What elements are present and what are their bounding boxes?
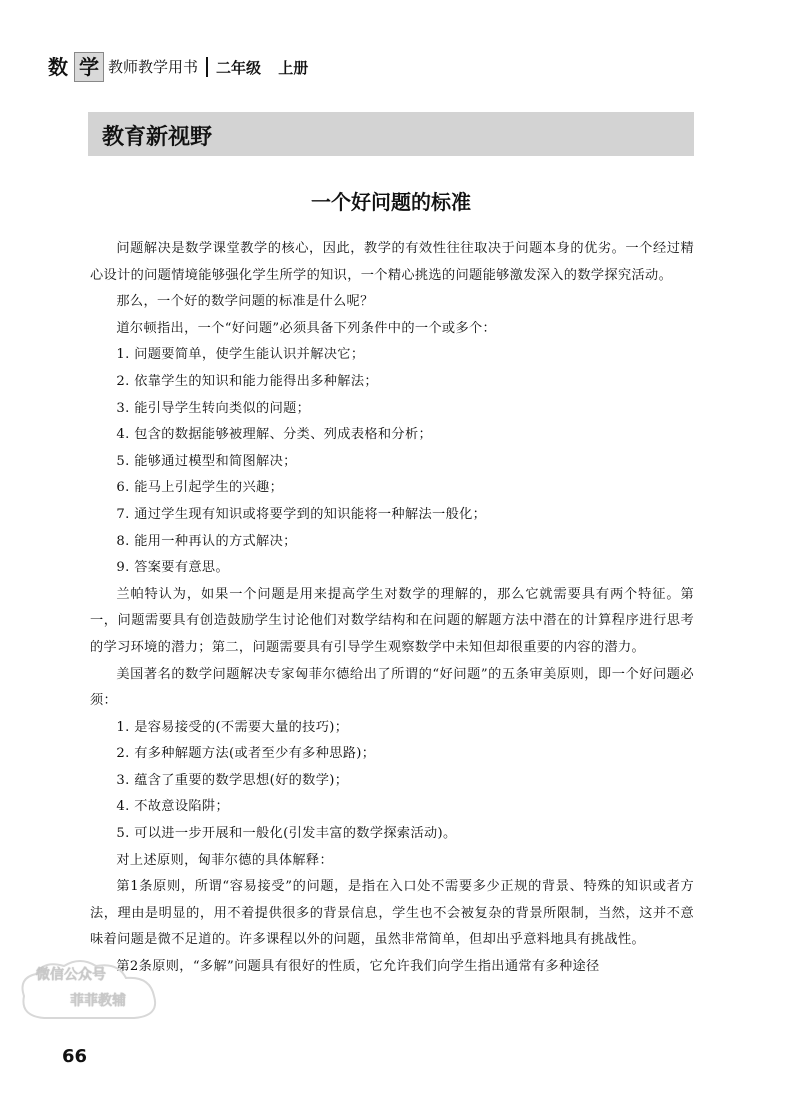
list-item: 2. 有多种解题方法(或者至少有多种思路)； bbox=[116, 746, 376, 762]
paragraph: 第2条原则，“多解”问题具有很好的性质，它允许我们向学生指出通常有多种途径 bbox=[116, 959, 600, 975]
list-item: 9. 答案要有意思。 bbox=[116, 560, 229, 576]
list-item: 6. 能马上引起学生的兴趣； bbox=[116, 480, 284, 496]
watermark-line-1: 微信公众号 bbox=[36, 967, 106, 983]
list-item: 3. 蕴含了重要的数学思想(好的数学)； bbox=[116, 772, 349, 788]
header-grade: 二年级 上册 bbox=[216, 58, 309, 77]
article-title: 一个好问题的标准 bbox=[311, 190, 471, 214]
paragraph: 那么，一个好的数学问题的标准是什么呢？ bbox=[116, 294, 374, 310]
list-item: 8. 能用一种再认的方式解决； bbox=[116, 533, 297, 549]
list-item: 1. 问题要简单，使学生能认识并解决它； bbox=[116, 347, 365, 363]
running-header bbox=[44, 52, 308, 82]
paragraph: 第1条原则，所谓“容易接受”的问题，是指在入口处不需要多少正规的背景、特殊的知识或者方法，理由是明显的，用不着提供很多的背景信息，学生也不会被复杂的背景所限制，当然，这并不意味着问题是微不足道的。许多课程以外的问题，虽然非常简单，但却出乎意料地具有挑战性。 bbox=[90, 879, 694, 948]
watermark-line-2: 菲菲教辅 bbox=[70, 993, 126, 1009]
series-logo-char-1: 数 bbox=[48, 55, 68, 79]
paragraph: 问题解决是数学课堂教学的核心，因此，教学的有效性往往取决于问题本身的优劣。一个经过精心设计的问题情境能够强化学生所学的知识，一个精心挑选的问题能够激发深入的数学探究活动。 bbox=[90, 241, 694, 283]
page-number: 66 bbox=[62, 1046, 88, 1067]
list-item: 4. 包含的数据能够被理解、分类、列成表格和分析； bbox=[116, 427, 433, 443]
list-item: 4. 不故意设陷阱； bbox=[116, 799, 229, 815]
article-body bbox=[90, 236, 694, 981]
paragraph: 美国著名的数学问题解决专家匈菲尔德给出了所谓的“好问题”的五条审美原则，即一个好问题必须： bbox=[90, 666, 694, 709]
list-item: 1. 是容易接受的(不需要大量的技巧)； bbox=[116, 719, 349, 735]
paragraph: 道尔顿指出，一个“好问题”必须具备下列条件中的一个或多个： bbox=[116, 320, 497, 336]
list-item: 3. 能引导学生转向类似的问题； bbox=[116, 400, 311, 416]
paragraph: 对上述原则，匈菲尔德的具体解释： bbox=[116, 852, 333, 868]
list-item: 5. 能够通过模型和简图解决； bbox=[116, 453, 297, 469]
list-item: 2. 依靠学生的知识和能力能得出多种解法； bbox=[116, 373, 378, 389]
section-title: 教育新视野 bbox=[102, 125, 213, 150]
series-logo-char-2: 学 bbox=[74, 52, 104, 82]
list-item: 5. 可以进一步开展和一般化(引发丰富的数学探索活动)。 bbox=[116, 826, 457, 842]
list-item: 7. 通过学生现有知识或将要学到的知识能将一种解法一般化； bbox=[116, 506, 487, 522]
watermark bbox=[14, 956, 164, 1026]
paragraph: 兰帕特认为，如果一个问题是用来提高学生对数学的理解的，那么它就需要具有两个特征。第一，问题需要具有创造鼓励学生讨论他们对数学结构和在问题的解题方法中潜在的计算程序进行思考的学习环境的潜力；第二，问题需要具有引导学生观察数学中未知但却很重要的内容的潜力。 bbox=[90, 586, 694, 655]
header-book-title: 教师教学用书 bbox=[108, 57, 208, 77]
section-banner bbox=[88, 112, 694, 156]
